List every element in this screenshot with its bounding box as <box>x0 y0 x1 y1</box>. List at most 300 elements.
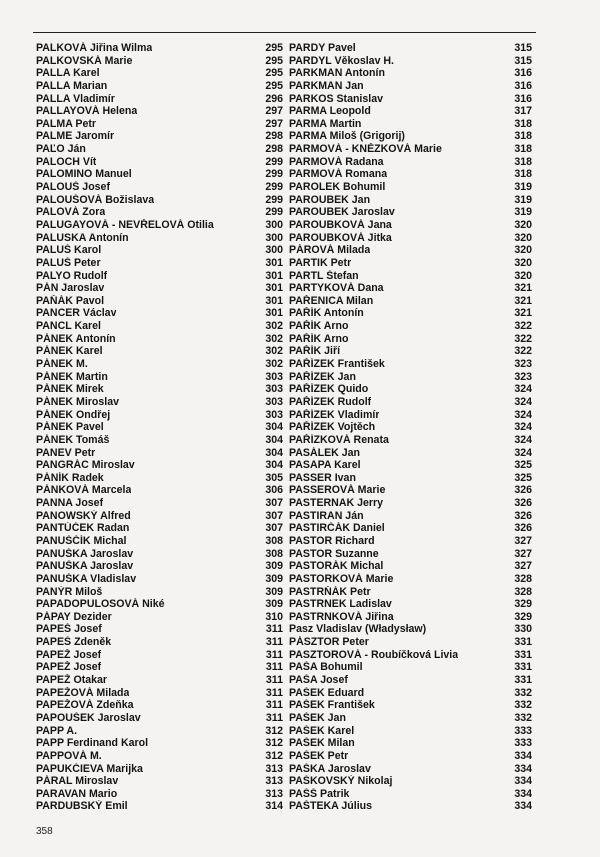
index-entry <box>36 270 283 283</box>
entry-page: 301 <box>265 294 283 307</box>
entry-name: PASZTOROVÁ - Roubíčková Livia <box>289 648 459 661</box>
entry-name: PALUŠ Peter <box>36 256 101 269</box>
entry-name: PÁNEK Antonín <box>36 332 116 345</box>
index-entry <box>36 775 283 788</box>
entry-page: 313 <box>265 762 283 775</box>
entry-page: 331 <box>514 661 532 674</box>
entry-page: 301 <box>265 307 283 320</box>
entry-page: 328 <box>514 585 532 598</box>
entry-name: PAŘÍZEK Vladimír <box>289 408 380 421</box>
index-entry <box>36 560 283 573</box>
entry-page: 324 <box>514 395 532 408</box>
entry-page: 330 <box>514 623 532 636</box>
entry-name: PALLA Marian <box>36 79 108 92</box>
index-entry <box>36 118 283 131</box>
entry-name: PANÝR Miloš <box>36 585 103 598</box>
entry-name: PAŠTEKA Július <box>289 800 372 813</box>
entry-name: PÁNEK Martin <box>36 370 108 383</box>
index-entry <box>289 282 532 295</box>
entry-page: 295 <box>265 54 283 67</box>
index-entry <box>36 333 283 346</box>
entry-page: 302 <box>265 320 283 333</box>
entry-name: PÁNEK M. <box>36 358 88 371</box>
index-entry <box>289 535 532 548</box>
index-entry <box>36 371 283 384</box>
entry-page: 319 <box>514 181 532 194</box>
entry-page: 324 <box>514 433 532 446</box>
entry-name: PARAVAN Mario <box>36 787 118 800</box>
index-entry <box>289 371 532 384</box>
entry-name: PAROLEK Bohumil <box>289 181 386 194</box>
entry-name: PAŘÍK Jiří <box>289 345 341 358</box>
index-entry <box>289 661 532 674</box>
entry-page: 307 <box>265 497 283 510</box>
index-entry <box>36 244 283 257</box>
entry-name: PÁRAL Miroslav <box>36 775 119 788</box>
index-entry <box>289 623 532 636</box>
entry-page: 309 <box>265 598 283 611</box>
entry-page: 325 <box>514 471 532 484</box>
entry-page: 302 <box>265 358 283 371</box>
index-entry <box>36 725 283 738</box>
index-entry <box>36 611 283 624</box>
entry-name: PALOVÁ Zora <box>36 206 106 219</box>
entry-page: 324 <box>514 421 532 434</box>
entry-page: 324 <box>514 383 532 396</box>
entry-page: 315 <box>514 42 532 54</box>
entry-page: 307 <box>265 509 283 522</box>
entry-name: PAPEŽ Otakar <box>36 674 108 687</box>
index-entry <box>289 472 532 485</box>
entry-name: PAPP A. <box>36 724 78 737</box>
index-entry <box>36 788 283 801</box>
entry-page: 303 <box>265 395 283 408</box>
entry-name: PAŇÁK Pavol <box>36 294 105 307</box>
index-entry <box>36 295 283 308</box>
entry-page: 332 <box>514 686 532 699</box>
index-entry <box>36 687 283 700</box>
entry-name: PARMOVÁ - KNĚZKOVÁ Marie <box>289 143 442 156</box>
index-entry <box>289 649 532 662</box>
index-entry <box>289 687 532 700</box>
entry-page: 315 <box>514 54 532 67</box>
entry-name: PARTYKOVÁ Dana <box>289 282 384 295</box>
entry-name: PANEV Petr <box>36 446 96 459</box>
index-entry <box>289 232 532 245</box>
entry-name: PÁNEK Pavel <box>36 421 104 434</box>
entry-page: 295 <box>265 79 283 92</box>
entry-page: 300 <box>265 231 283 244</box>
index-entry <box>36 674 283 687</box>
index-entry <box>36 232 283 245</box>
entry-page: 299 <box>265 193 283 206</box>
entry-name: PALOMINO Manuel <box>36 168 132 181</box>
index-entry <box>36 55 283 68</box>
index-entry <box>289 447 532 460</box>
entry-name: PAŘÍK Arno <box>289 320 349 333</box>
entry-name: PASTERNAK Jerry <box>289 497 383 510</box>
entry-name: PAŠA Josef <box>289 674 348 687</box>
index-entry <box>36 497 283 510</box>
index-entry <box>289 270 532 283</box>
entry-page: 311 <box>265 623 283 636</box>
index-entry <box>36 598 283 611</box>
entry-name: PASTIRČÁK Daniel <box>289 522 385 535</box>
index-entry <box>289 219 532 232</box>
entry-page: 332 <box>514 699 532 712</box>
entry-name: PAŘÍZEK Rudolf <box>289 395 372 408</box>
entry-name: PASSEROVÁ Marie <box>289 484 386 497</box>
entry-name: PARMA Miloš (Grigorij) <box>289 130 405 143</box>
entry-page: 324 <box>514 408 532 421</box>
entry-page: 299 <box>265 181 283 194</box>
entry-name: PARMA Martin <box>289 117 362 130</box>
entry-page: 332 <box>514 711 532 724</box>
index-entry <box>289 421 532 434</box>
entry-page: 317 <box>514 105 532 118</box>
index-entry <box>36 181 283 194</box>
entry-name: PÁNEK Tomáš <box>36 433 110 446</box>
entry-name: PAPEŽ Josef <box>36 648 102 661</box>
entry-name: PASTORKOVÁ Marie <box>289 572 394 585</box>
entry-name: PAŠEK Karel <box>289 724 355 737</box>
entry-page: 308 <box>265 547 283 560</box>
index-entry <box>36 737 283 750</box>
index-entry <box>36 80 283 93</box>
index-entry <box>289 586 532 599</box>
index-entry <box>289 206 532 219</box>
index-entry <box>289 333 532 346</box>
index-entry <box>289 434 532 447</box>
entry-page: 299 <box>265 206 283 219</box>
entry-page: 300 <box>265 244 283 257</box>
entry-page: 311 <box>265 686 283 699</box>
entry-page: 301 <box>265 282 283 295</box>
entry-name: PANGRÁC Miroslav <box>36 459 135 472</box>
index-entry <box>36 105 283 118</box>
entry-name: PALUSKA Antonín <box>36 231 129 244</box>
entry-name: PARMOVÁ Romana <box>289 168 388 181</box>
index-entry <box>289 763 532 776</box>
entry-name: PANUŠKA Jaroslav <box>36 547 134 560</box>
index-entry <box>289 598 532 611</box>
entry-page: 319 <box>514 206 532 219</box>
entry-name: PÁNÍK Radek <box>36 471 104 484</box>
entry-page: 299 <box>265 168 283 181</box>
entry-name: PALKOVSKÁ Marie <box>36 54 133 67</box>
entry-page: 331 <box>514 636 532 649</box>
entry-page: 327 <box>514 560 532 573</box>
entry-page: 320 <box>514 231 532 244</box>
entry-name: PASÁLEK Jan <box>289 446 361 459</box>
entry-name: PAŠKOVSKÝ Nikolaj <box>289 775 393 788</box>
entry-page: 305 <box>265 471 283 484</box>
entry-page: 316 <box>514 79 532 92</box>
index-entry <box>36 636 283 649</box>
index-entry <box>289 699 532 712</box>
index-entry <box>289 194 532 207</box>
index-entry <box>289 396 532 409</box>
index-entry <box>289 156 532 169</box>
entry-name: Pasz Vladislav (Władysław) <box>289 623 427 636</box>
index-entry <box>289 800 532 813</box>
entry-page: 326 <box>514 484 532 497</box>
entry-name: PALUGAYOVÁ - NEVŘELOVÁ Otilia <box>36 218 214 231</box>
index-entry <box>36 67 283 80</box>
index-entry <box>289 244 532 257</box>
entry-name: PALOCH Vít <box>36 155 97 168</box>
entry-name: PAPPOVÁ M. <box>36 749 102 762</box>
index-entry <box>36 623 283 636</box>
entry-name: PALUŠ Karol <box>36 244 102 257</box>
entry-page: 298 <box>265 130 283 143</box>
entry-name: PAROUBKOVÁ Jana <box>289 218 392 231</box>
index-entry <box>36 93 283 106</box>
entry-page: 309 <box>265 560 283 573</box>
entry-name: PÁNEK Mirek <box>36 383 104 396</box>
entry-name: PAPADOPULOSOVÁ Niké <box>36 598 165 611</box>
index-entry <box>36 447 283 460</box>
entry-name: PALOUŠOVÁ Božislava <box>36 193 155 206</box>
entry-name: PARKMAN Jan <box>289 79 364 92</box>
index-entry <box>289 295 532 308</box>
entry-page: 323 <box>514 358 532 371</box>
entry-name: PARMOVÁ Radana <box>289 155 384 168</box>
entry-page: 311 <box>265 648 283 661</box>
top-rule <box>33 32 536 33</box>
page-number: 358 <box>36 826 53 837</box>
index-entry <box>36 358 283 371</box>
index-entry <box>36 194 283 207</box>
entry-page: 309 <box>265 572 283 585</box>
entry-page: 311 <box>265 636 283 649</box>
entry-name: PALLAYOVÁ Helena <box>36 105 138 118</box>
entry-page: 302 <box>265 345 283 358</box>
entry-name: PASTRNEK Ladislav <box>289 598 392 611</box>
entry-page: 304 <box>265 446 283 459</box>
index-entry <box>289 307 532 320</box>
entry-name: PASTOR Suzanne <box>289 547 379 560</box>
entry-name: PASTRŇÁK Petr <box>289 585 371 598</box>
index-entry <box>36 535 283 548</box>
entry-page: 301 <box>265 256 283 269</box>
index-entry <box>36 522 283 535</box>
entry-page: 322 <box>514 320 532 333</box>
entry-name: PALOUŠ Josef <box>36 181 110 194</box>
index-entry <box>289 409 532 422</box>
entry-page: 322 <box>514 345 532 358</box>
entry-name: PANNA Josef <box>36 497 104 510</box>
entry-name: PAROUBEK Jaroslav <box>289 206 395 219</box>
index-entry <box>289 788 532 801</box>
entry-name: PALYO Rudolf <box>36 269 108 282</box>
index-entry <box>36 307 283 320</box>
index-entry <box>289 725 532 738</box>
entry-page: 321 <box>514 282 532 295</box>
entry-page: 320 <box>514 244 532 257</box>
entry-page: 311 <box>265 699 283 712</box>
index-entry <box>289 257 532 270</box>
entry-name: PARTL Štefan <box>289 269 359 282</box>
entry-name: PAŘÍK Arno <box>289 332 349 345</box>
entry-name: PALLA Vladimír <box>36 92 115 105</box>
entry-name: PANOWSKÝ Alfred <box>36 509 131 522</box>
entry-name: PAŠEK Eduard <box>289 686 365 699</box>
entry-name: PARDY Pavel <box>289 42 356 54</box>
entry-page: 308 <box>265 534 283 547</box>
entry-name: PASSER Ivan <box>289 471 356 484</box>
index-entry <box>289 712 532 725</box>
index-entry <box>36 156 283 169</box>
entry-name: PANCER Václav <box>36 307 117 320</box>
index-entry <box>289 93 532 106</box>
index-entry <box>36 206 283 219</box>
entry-name: PAŘÍZEK Vojtěch <box>289 421 376 434</box>
index-entry <box>289 560 532 573</box>
index-entry <box>289 750 532 763</box>
index-column-right <box>289 42 532 813</box>
index-entry <box>36 649 283 662</box>
entry-name: PAŘENICA Milan <box>289 294 374 307</box>
index-entry <box>289 320 532 333</box>
index-entry <box>36 472 283 485</box>
index-entry <box>36 396 283 409</box>
index-entry <box>289 42 532 55</box>
index-entry <box>289 80 532 93</box>
entry-page: 323 <box>514 370 532 383</box>
index-entry <box>289 181 532 194</box>
entry-page: 299 <box>265 155 283 168</box>
entry-name: PANUŠKA Jaroslav <box>36 560 134 573</box>
entry-name: PAPEŠ Josef <box>36 623 102 636</box>
index-entry <box>36 750 283 763</box>
index-entry <box>36 586 283 599</box>
index-entry <box>289 737 532 750</box>
entry-page: 327 <box>514 547 532 560</box>
index-entry <box>289 522 532 535</box>
index-entry <box>289 573 532 586</box>
index-entry <box>289 497 532 510</box>
index-entry <box>36 459 283 472</box>
index-entry <box>289 168 532 181</box>
entry-page: 303 <box>265 408 283 421</box>
entry-page: 326 <box>514 509 532 522</box>
entry-name: PAŠKA Jaroslav <box>289 762 371 775</box>
entry-name: PÁNKOVÁ Marcela <box>36 484 132 497</box>
entry-name: PAŘÍZEK František <box>289 358 385 371</box>
index-entry <box>36 510 283 523</box>
entry-name: PANTŮČEK Radan <box>36 522 130 535</box>
index-entry <box>289 510 532 523</box>
index-entry <box>289 118 532 131</box>
entry-page: 295 <box>265 67 283 80</box>
entry-name: PASTRNKOVÁ Jiřina <box>289 610 394 623</box>
index-entry <box>289 67 532 80</box>
entry-page: 306 <box>265 484 283 497</box>
entry-name: PALKOVÁ Jiřina Wilma <box>36 42 153 54</box>
entry-page: 322 <box>514 332 532 345</box>
entry-page: 334 <box>514 762 532 775</box>
entry-name: PALMA Petr <box>36 117 97 130</box>
index-entry <box>289 345 532 358</box>
entry-page: 311 <box>265 661 283 674</box>
entry-name: PAPP Ferdinand Karol <box>36 737 149 750</box>
entry-name: PANUŠČÍK Michal <box>36 534 127 547</box>
entry-page: 329 <box>514 598 532 611</box>
entry-page: 312 <box>265 749 283 762</box>
index-entry <box>36 168 283 181</box>
entry-name: PARDUBSKÝ Emil <box>36 800 128 813</box>
entry-page: 297 <box>265 105 283 118</box>
entry-name: PAPOUŠEK Jaroslav <box>36 711 141 724</box>
entry-page: 313 <box>265 787 283 800</box>
entry-page: 333 <box>514 724 532 737</box>
entry-page: 309 <box>265 585 283 598</box>
entry-page: 316 <box>514 67 532 80</box>
entry-page: 321 <box>514 307 532 320</box>
entry-name: PAŠŠ Patrik <box>289 787 350 800</box>
entry-page: 329 <box>514 610 532 623</box>
entry-name: PAŘÍZEK Quido <box>289 383 369 396</box>
entry-name: PARDYL Věkoslav H. <box>289 54 394 67</box>
entry-name: PÁSZTOR Peter <box>289 636 369 649</box>
entry-page: 311 <box>265 674 283 687</box>
index-entry <box>289 636 532 649</box>
index-entry <box>36 661 283 674</box>
index-entry <box>36 548 283 561</box>
index-entry <box>36 409 283 422</box>
entry-page: 303 <box>265 383 283 396</box>
entry-page: 326 <box>514 497 532 510</box>
entry-page: 304 <box>265 421 283 434</box>
entry-name: PAĽO Ján <box>36 143 86 156</box>
entry-name: PASTIRAN Ján <box>289 509 364 522</box>
entry-page: 320 <box>514 269 532 282</box>
entry-page: 295 <box>265 42 283 54</box>
entry-page: 313 <box>265 775 283 788</box>
entry-page: 334 <box>514 749 532 762</box>
entry-name: PAPEŽ Josef <box>36 661 102 674</box>
entry-name: PALLA Karel <box>36 67 100 80</box>
index-entry <box>36 699 283 712</box>
index-entry <box>289 611 532 624</box>
entry-name: PÁNEK Miroslav <box>36 395 120 408</box>
index-entry <box>36 421 283 434</box>
entry-page: 307 <box>265 522 283 535</box>
entry-name: PAROUBEK Jan <box>289 193 371 206</box>
entry-page: 325 <box>514 459 532 472</box>
index-entry <box>289 130 532 143</box>
index-entry <box>36 484 283 497</box>
entry-page: 302 <box>265 332 283 345</box>
index-entry <box>36 320 283 333</box>
entry-page: 316 <box>514 92 532 105</box>
entry-page: 311 <box>265 711 283 724</box>
entry-name: PÁNEK Karel <box>36 345 103 358</box>
entry-page: 314 <box>265 800 283 813</box>
index-entry <box>289 358 532 371</box>
entry-name: PAPEŽOVÁ Zdeňka <box>36 699 134 712</box>
entry-page: 318 <box>514 168 532 181</box>
index-entry <box>36 143 283 156</box>
entry-name: PASTOR Richard <box>289 534 375 547</box>
entry-page: 334 <box>514 800 532 813</box>
entry-page: 312 <box>265 737 283 750</box>
entry-name: PAŠEK František <box>289 699 375 712</box>
entry-page: 304 <box>265 433 283 446</box>
entry-page: 296 <box>265 92 283 105</box>
index-entry <box>289 459 532 472</box>
